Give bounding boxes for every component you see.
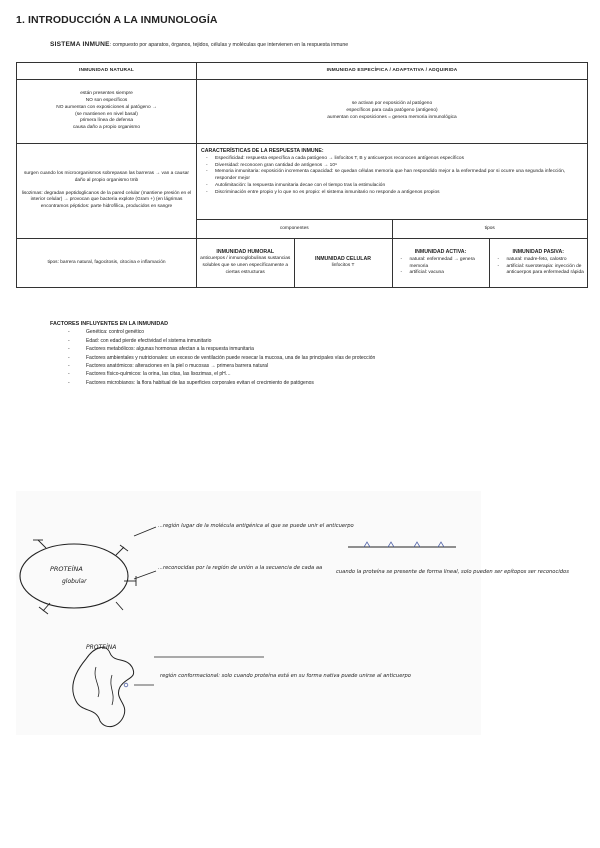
characteristic-item: - Memoria inmunitaria: exposición incrementa capacidad: se quedan células memoria que han respondido mejor a la enfermedad por si ocurre una segunda infección, responder mejor [201, 169, 583, 183]
characteristic-item: - Especificidad: respuesta específica a cada patógeno → linfocitos T, B y anticuerpos reconocen antígenos específicos [201, 156, 583, 163]
especifica-prop: específicos para cada patógeno (antígeno) [346, 108, 438, 114]
componentes-label: componentes [197, 220, 392, 238]
circle-label-1: PROTEÍNA [50, 565, 83, 573]
characteristic-item: - Autolimitación: la respuesta inmunitaria decae con el tiempo tras la estimulación [201, 183, 583, 190]
especifica-properties [197, 80, 588, 144]
natural-properties [17, 80, 197, 144]
note-mid: ...reconocidas por la región de unión a la secuencia de cada aa [158, 565, 323, 571]
components-types-cell [197, 239, 588, 288]
factores-title: FACTORES INFLUYENTES EN LA INMUNIDAD [50, 321, 168, 327]
factor-item: - Factores físico-químicos: la orina, las citas, las lisozimas, el pH… [50, 370, 375, 378]
header-natural: INMUNIDAD NATURAL [17, 63, 197, 80]
celular-text: linfocitos T [331, 263, 355, 268]
globular-protein-outline [20, 544, 128, 608]
sketch-drawing [16, 491, 569, 735]
pasiva-item: - natural: madre-feto, calostro [493, 257, 585, 264]
handwritten-sketch [16, 491, 569, 735]
activa-title: INMUNIDAD ACTIVA: [414, 248, 467, 255]
activa-item: - artificial: vacuna [396, 270, 486, 277]
factor-item: - Factores anatómicos: alteraciones en la piel o mucosas → primera barrera natural [50, 362, 375, 370]
tipos-label: tipos [484, 225, 495, 231]
note-right: cuando la proteína se presente de forma lineal, solo pueden ser epítopos ser reconocidos [336, 569, 569, 575]
folded-protein-outline [73, 647, 134, 726]
celular-title: INMUNIDAD CELULAR [315, 256, 371, 263]
characteristics-title: CARACTERÍSTICAS DE LA RESPUESTA INMUNE: [201, 148, 324, 154]
definition-text: : compuesto por aparatos, órganos, tejidos, células y moléculas que intervienen en la respuesta inmune [109, 42, 349, 48]
activa-cell [392, 239, 489, 287]
natural-mid-2: lisozimas: degradan peptidoglicanos de la pared celular (mantiene presión en el interior celular) → provocan que bacteria explote (Gram +) (en lágrimas encontramos péptidos: parte hidrofílica, producidos en sangre [21, 190, 192, 210]
activa-item: - natural: enfermedad → genera memoria [396, 257, 486, 271]
humoral-text: anticuerpos / inmunoglobulinas sustancias solubles que se unen específicamente a ciertas estructuras [200, 256, 291, 275]
natural-prop: primera línea de defensa [79, 118, 134, 124]
especifica-prop: aumentan con exposiciones = genera memoria inmunológica [327, 114, 457, 120]
natural-prop: están presentes siempre [80, 91, 133, 97]
note-top: ...región lugar de la molécula antigénica al que se puede unir el anticuerpo [158, 523, 354, 529]
definition-term: SISTEMA INMUNE [50, 41, 110, 48]
note-bottom: región conformacional: solo cuando proteína está en su forma nativa puede unirse al anticuerpo [160, 673, 411, 679]
natural-mechanisms [17, 144, 197, 239]
pasiva-title: INMUNIDAD PASIVA: [512, 248, 564, 255]
protein2-label: PROTEÍNA [86, 644, 117, 651]
circle-label-2: globular [62, 578, 87, 585]
factor-item: - Genética: control genético [50, 328, 375, 336]
factor-item: - Factores ambientales y nutricionales: un exceso de ventilación puede resecar la mucosa, una de las principales vías de protección [50, 354, 375, 362]
factor-item: - Edad: con edad pierde efectividad el sistema inmunitario [50, 337, 375, 345]
definition [50, 41, 348, 48]
characteristic-item: - Diversidad: reconocen gran cantidad de antígenos → 10⁹ [201, 163, 583, 170]
natural-prop: NO aumentan con exposiciones al patógeno → [56, 104, 157, 110]
natural-prop: causa daño a propio organismo [72, 125, 141, 131]
immunity-table [16, 62, 588, 288]
factor-item: - Factores microbianos: la flora habitual de las superficies corporales evitan el crecimiento de patógenos [50, 379, 375, 387]
especifica-prop: se activan por exposición al patógeno [351, 101, 433, 107]
characteristic-item: - Discriminación entre propio y lo que no es propio: el sistema inmunitario no responde a antígenos propios [201, 190, 583, 197]
natural-mid-1: surgen cuando los microorganismos sobrepasan las barreras → van a causar daño al propio organismo tmb [23, 171, 190, 183]
factores-section [50, 320, 375, 387]
factor-item: - Factores metabólicos: algunas hormonas afectan a la respuesta inmunitaria [50, 345, 375, 353]
natural-prop: NO son específicos [85, 97, 128, 103]
page-title: 1. INTRODUCCIÓN A LA INMUNOLOGÍA [16, 14, 218, 26]
pasiva-item: - artificial: sueroterapia: inyección de anticuerpos para enfermedad rápida [493, 264, 585, 278]
humoral-title: INMUNIDAD HUMORAL [216, 249, 275, 256]
characteristics-cell [197, 144, 588, 220]
pasiva-cell [489, 239, 587, 287]
celular-cell [294, 239, 392, 287]
natural-bottom: tipos: barrera natural, fagocitosis, citocina e inflamación [17, 239, 197, 288]
natural-prop: (se mantienen en nivel basal) [75, 111, 138, 117]
header-especifica: INMUNIDAD ESPECÍFICA / ADAPTATIVA / ADQUIRIDA [197, 63, 588, 80]
componentes-tipos-header [197, 220, 588, 239]
humoral-cell [197, 239, 294, 287]
